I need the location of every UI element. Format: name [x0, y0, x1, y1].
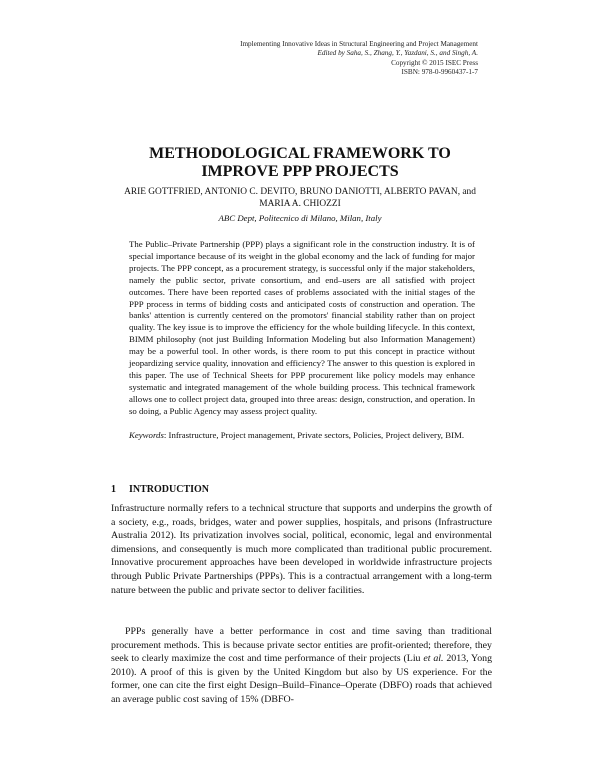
abstract: The Public–Private Partnership (PPP) plays a significant role in the construction industry. It is of special importance because of its weight in the global economy and the lack of funding for major projects. The PPP concept, as a procurement strategy, is successful only if the major stakeholders, namely the public sector, private consortium, and end–users are all satisfied with project outcomes. There have been reported cases of problems associated with the initial stages of the PPP process in terms of bidding costs and anticipated costs of construction and operation. The banks' attention is currently centered on the promotors' financial stability rather than on project quality. The key issue is to improve the efficiency for the whole building lifecycle. In this context, BIMM philosophy (not just Building Information Modeling but also Information Management) may be a powerful tool. In other words, is there room to put this concept in practice without jeopardizing service quality, innovation and efficiency? The answer to this question is explored in this paper. The use of Technical Sheets for PPP procurement like policy models may enhance systematic and integrated management of the whole building process. This technical framework allows one to collect project data, grouped into three areas: design, construction, and operation. In so doing, a Public Agency may assess project quality. [129, 239, 475, 416]
title-line-2: IMPROVE PPP PROJECTS [201, 163, 399, 180]
intro-paragraph-1: Infrastructure normally refers to a technical structure that supports and underpins the growth of a society, e.g., roads, bridges, water and power supplies, hospitals, and prisons (Infrastructure Australia 2012). Its privatization involves social, political, economic, legal and environmental dimensions, and consequently is much more complicated than traditional public procurement. Innovative procurement approaches have been developed in worldwide infrastructure projects through Public Private Partnerships (PPPs). This is a contractual arrangement with a long-term nature between the public and private sector to deliver facilities. [111, 503, 492, 596]
keywords-label: Keywords [129, 430, 164, 440]
publication-header [240, 40, 478, 78]
affiliation: ABC Dept, Politecnico di Milano, Milan, Italy [218, 213, 382, 223]
authors-line-1: ARIE GOTTFRIED, ANTONIO C. DEVITO, BRUNO DANIOTTI, ALBERTO PAVAN, and [124, 187, 476, 197]
authors-line-2: MARIA A. CHIOZZI [259, 199, 341, 209]
section-heading [111, 484, 209, 495]
header-copyright: Copyright © 2015 ISEC Press [391, 58, 478, 67]
title-line-1: METHODOLOGICAL FRAMEWORK TO [149, 145, 451, 162]
keywords-text: : Infrastructure, Project management, Private sectors, Policies, Project delivery, BIM. [163, 430, 465, 440]
header-editors: Edited by Saha, S., Zhang, Y., Yazdani, S., and Singh, A. [317, 49, 478, 58]
keywords [129, 430, 475, 442]
paper-title [0, 145, 600, 181]
intro-paragraph-2 [111, 625, 492, 707]
p2-et-al: et al. [423, 653, 444, 665]
p2-text-a: PPPs generally have a better performance in cost and time saving than traditional procurement methods. This is because private sector entities are profit-oriented; therefore, they seek to clearly maximize the cost and time performance of their projects (Liu [111, 626, 492, 665]
author-list [0, 186, 600, 210]
p2-text-b: 2013, Yong 2010). A proof of this is given by the United Kingdom but also by US experience. For the former, one can cite the first eight Design–Build–Finance–Operate (DBFO) roads that achieved an average public cost saving of 15% (DBFO- [111, 653, 493, 705]
header-isbn: ISBN: 978-0-9960437-1-7 [401, 68, 478, 77]
section-title: INTRODUCTION [129, 484, 210, 495]
header-book-title: Implementing Innovative Ideas in Structural Engineering and Project Management [240, 40, 478, 48]
section-number: 1 [111, 484, 116, 495]
